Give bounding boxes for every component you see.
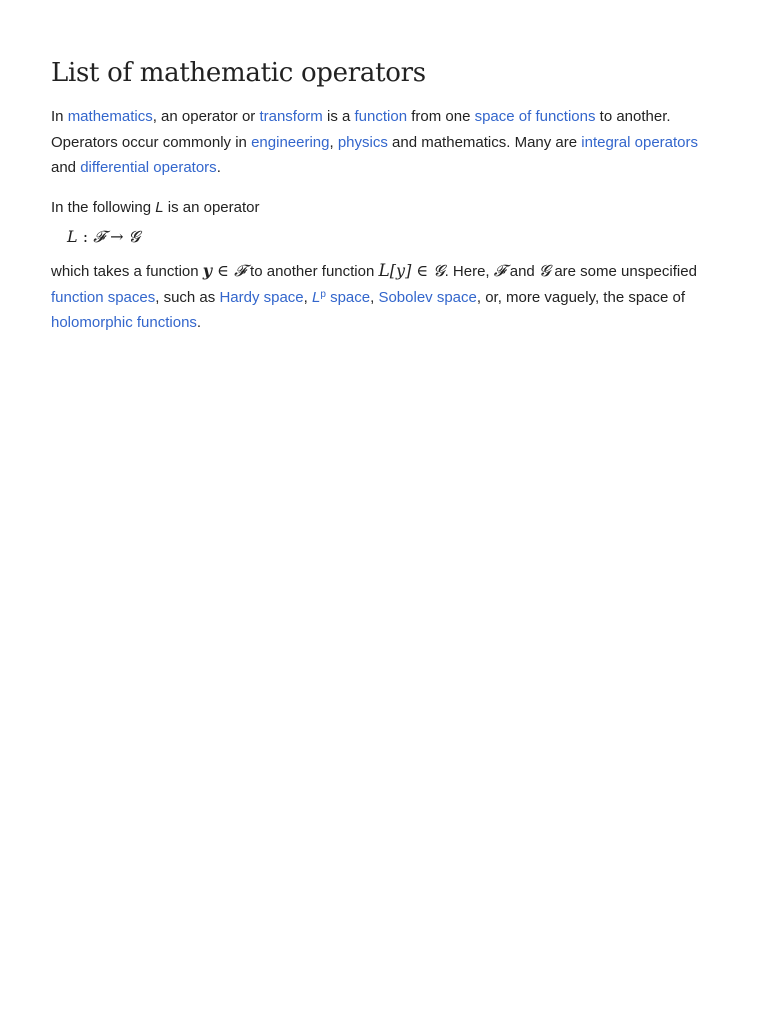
- lp-letter: L: [312, 288, 321, 306]
- link-function[interactable]: function: [354, 108, 408, 125]
- function-spaces-paragraph: [51, 258, 721, 336]
- link-integral-operators[interactable]: integral operators: [581, 133, 699, 151]
- text: to another function: [245, 263, 379, 280]
- formula-colon: :: [77, 227, 94, 246]
- text: ,: [329, 133, 338, 151]
- lp-label: space: [325, 288, 371, 306]
- text: and mathematics. Many are: [387, 133, 582, 151]
- math-in: ∈: [411, 261, 434, 280]
- page-title: List of mathematic operators: [51, 58, 426, 88]
- link-differential-operators[interactable]: differential operators: [80, 159, 217, 176]
- text: , an operator or: [152, 108, 260, 125]
- link-physics[interactable]: physics: [337, 133, 388, 151]
- text: , such as: [155, 288, 220, 306]
- math-G: 𝓖: [538, 261, 551, 280]
- math-bracket-y: [y]: [389, 261, 412, 280]
- formula-F: 𝓕: [93, 227, 105, 246]
- math-L: L: [378, 261, 390, 281]
- formula-L: L: [67, 227, 78, 246]
- link-function-spaces[interactable]: function spaces: [51, 288, 156, 306]
- text: .: [216, 159, 221, 176]
- operator-formula: [67, 222, 721, 252]
- text: ,: [370, 288, 379, 306]
- link-transform[interactable]: transform: [259, 108, 323, 125]
- intro-paragraph: [51, 104, 721, 181]
- text: .: [196, 314, 202, 331]
- link-hardy-space[interactable]: Hardy space: [219, 288, 304, 306]
- math-F: 𝓕: [234, 261, 246, 280]
- text: and: [505, 263, 539, 280]
- math-G: 𝓖: [433, 261, 445, 280]
- text: In: [51, 108, 68, 125]
- link-holomorphic-functions[interactable]: holomorphic functions: [51, 314, 197, 331]
- link-mathematics[interactable]: mathematics: [67, 108, 153, 125]
- link-space-of-functions[interactable]: space of functions: [474, 108, 596, 125]
- text: is a: [322, 108, 355, 125]
- text: from one: [407, 108, 475, 125]
- text: to another. Operators occur commonly in: [51, 108, 671, 151]
- text: In the following: [51, 198, 156, 216]
- text: ,: [303, 288, 312, 306]
- text: are some unspecified: [550, 263, 697, 280]
- link-lp-space[interactable]: [312, 289, 370, 306]
- math-in: ∈: [212, 261, 235, 280]
- text: and: [51, 159, 81, 176]
- link-sobolev-space[interactable]: Sobolev space: [378, 288, 477, 306]
- lp-superscript: p: [320, 288, 326, 300]
- link-engineering[interactable]: engineering: [251, 133, 330, 151]
- operator-paragraph: [51, 195, 721, 221]
- article-content: [51, 55, 721, 350]
- math-F: 𝓕: [493, 261, 506, 280]
- formula-arrow: →: [105, 227, 129, 246]
- formula-G: 𝓖: [128, 227, 140, 246]
- math-y: y: [202, 261, 213, 280]
- text: is an operator: [163, 198, 260, 216]
- text: , or, more vaguely, the space of: [476, 288, 686, 306]
- variable-L: L: [155, 198, 164, 216]
- text: which takes a function: [51, 263, 203, 280]
- text: . Here,: [444, 263, 494, 280]
